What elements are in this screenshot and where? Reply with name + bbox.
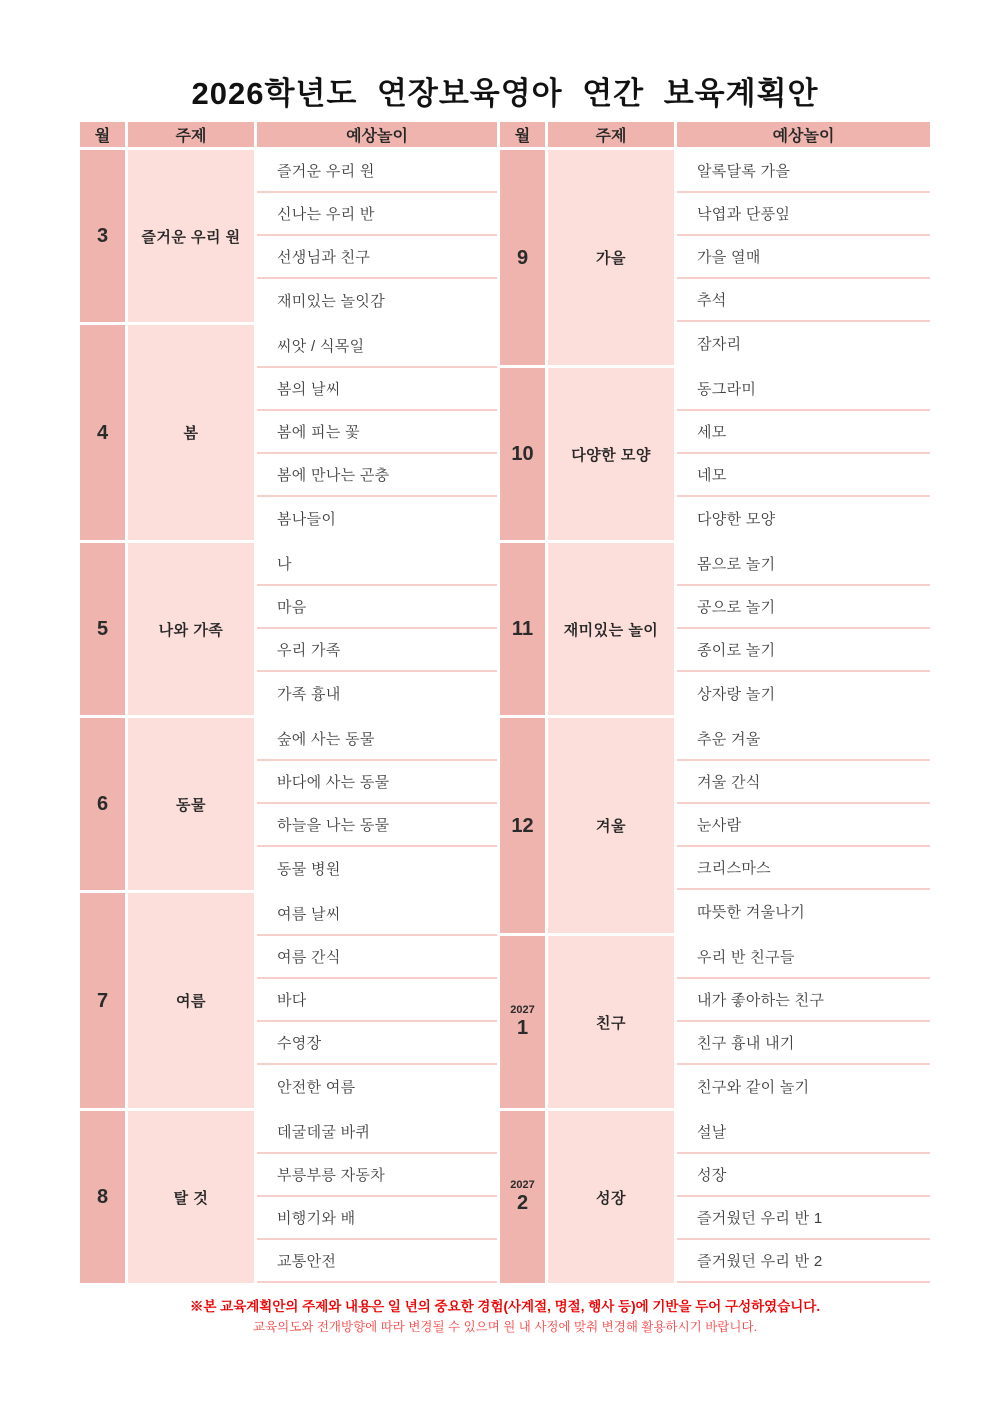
month-group [80,718,497,890]
play-item: 다양한 모양 [697,511,776,528]
play-item: 비행기와 배 [257,1197,497,1240]
play-item: 눈사람 [677,804,930,847]
footer-notes [80,1296,930,1337]
play-item: 동그라미 [677,368,930,411]
play-item: 세모 [677,411,930,454]
play-item: 바다에 사는 동물 [257,761,497,804]
right-month-groups [500,150,930,1283]
month-number: 4 [96,421,109,444]
play-item: 숲에 사는 동물 [257,718,497,761]
left-month-groups [80,150,497,1283]
plays-list [677,368,930,540]
plays-list [257,325,497,540]
month-cell [80,150,125,322]
theme-cell: 다양한 모양 [548,368,674,540]
header-plays: 예상놀이 [677,122,930,147]
table-left-half [80,122,497,1283]
month-number: 8 [96,1186,109,1208]
play-item: 겨울 간식 [677,761,930,804]
month-group [500,150,930,365]
play-item: 즐거운 우리 원 [257,150,497,193]
page-title: 2026학년도 연장보육영아 연간 보육계획안 [191,76,819,111]
play-item: 잠자리 [697,336,742,353]
month-number: 2 [516,1192,529,1214]
play-item: 우리 가족 [257,629,497,672]
annual-plan-table [80,122,930,1283]
play-item: 안전한 여름 [277,1079,356,1096]
play-item: 봄에 피는 꽃 [257,411,497,454]
play-item: 선생님과 친구 [257,236,497,279]
play-item: 신나는 우리 반 [257,193,497,236]
note-line-1: ※본 교육계획안의 주제와 내용은 일 년의 중요한 경험(사계절, 명절, 행사 등)에 기반을 두어 구성하였습니다. [189,1299,821,1314]
play-item: 마음 [257,586,497,629]
month-cell [500,543,545,715]
play-item: 동물 병원 [277,861,341,878]
plays-list [677,150,930,365]
month-number: 12 [511,814,534,837]
theme-cell: 탈 것 [128,1111,254,1283]
year-label: 2027 [510,1004,535,1016]
month-number: 3 [96,225,109,247]
month-cell [500,718,545,933]
play-item: 수영장 [257,1022,497,1065]
month-number: 9 [516,246,529,269]
theme-cell: 봄 [128,325,254,540]
play-item: 설날 [677,1111,930,1154]
plays-list [677,543,930,715]
play-item: 가을 열매 [677,236,930,279]
play-item: 씨앗 / 식목일 [257,325,497,368]
note-line-2: 교육의도와 전개방향에 따라 변경될 수 있으며 원 내 사정에 맞춰 변경해 활용하시기 바랍니다. [253,1320,757,1334]
play-item: 종이로 놀기 [677,629,930,672]
plays-list [257,1111,497,1283]
month-group [80,543,497,715]
play-item: 성장 [677,1154,930,1197]
play-item: 알록달록 가을 [677,150,930,193]
play-item: 나 [257,543,497,586]
theme-cell: 친구 [548,936,674,1108]
play-item: 부릉부릉 자동차 [257,1154,497,1197]
theme-cell: 동물 [128,718,254,890]
play-item: 추석 [677,279,930,322]
table-right-half [500,122,930,1283]
play-item: 우리 반 친구들 [677,936,930,979]
month-cell [500,1111,545,1283]
plays-list [677,718,930,933]
month-number: 5 [96,618,109,640]
month-cell [80,718,125,890]
play-item: 데굴데굴 바퀴 [257,1111,497,1154]
month-group [500,936,930,1108]
play-item: 추운 겨울 [677,718,930,761]
plays-list [677,1111,930,1283]
plays-list [677,936,930,1108]
month-group [80,893,497,1108]
month-cell [500,150,545,365]
play-item: 재미있는 놀잇감 [277,293,385,310]
play-item: 봄나들이 [277,511,337,528]
plays-list [257,543,497,715]
theme-cell: 여름 [128,893,254,1108]
month-group [80,150,497,322]
month-number: 7 [96,989,109,1012]
month-cell [80,893,125,1108]
theme-cell: 즐거운 우리 원 [128,150,254,322]
month-group [80,1111,497,1283]
play-item: 상자랑 놀기 [697,686,776,703]
play-item: 봄에 만나는 곤충 [257,454,497,497]
month-cell [500,936,545,1108]
plays-list [257,718,497,890]
play-item: 낙엽과 단풍잎 [677,193,930,236]
play-item: 내가 좋아하는 친구 [677,979,930,1022]
plays-list [257,893,497,1108]
month-cell [80,543,125,715]
header-month: 월 [80,122,125,147]
play-item: 따뜻한 겨울나기 [697,904,805,921]
month-cell [500,368,545,540]
month-group [500,543,930,715]
play-item: 즐거웠던 우리 반 2 [677,1240,930,1283]
month-group [500,718,930,933]
play-item: 크리스마스 [677,847,930,890]
month-number: 6 [96,793,109,815]
play-item: 여름 날씨 [257,893,497,936]
theme-cell: 재미있는 놀이 [548,543,674,715]
month-number: 1 [516,1017,529,1039]
play-item: 바다 [257,979,497,1022]
theme-cell: 가을 [548,150,674,365]
plays-list [257,150,497,322]
year-label: 2027 [510,1179,535,1191]
play-item: 공으로 놀기 [677,586,930,629]
theme-cell: 겨울 [548,718,674,933]
month-number: 11 [511,618,534,640]
play-item: 하늘을 나는 동물 [257,804,497,847]
play-item: 여름 간식 [257,936,497,979]
header-theme: 주제 [548,122,674,147]
play-item: 가족 흉내 [277,686,341,703]
right-header-row [500,122,930,147]
month-cell [80,325,125,540]
play-item: 몸으로 놀기 [677,543,930,586]
month-number: 10 [511,443,534,465]
play-item: 교통안전 [257,1240,497,1283]
play-item: 친구 흉내 내기 [677,1022,930,1065]
play-item: 봄의 날씨 [257,368,497,411]
left-header-row [80,122,497,147]
month-group [500,368,930,540]
month-cell [80,1111,125,1283]
header-month: 월 [500,122,545,147]
theme-cell: 성장 [548,1111,674,1283]
play-item: 네모 [677,454,930,497]
play-item: 친구와 같이 놀기 [697,1079,810,1096]
play-item: 즐거웠던 우리 반 1 [677,1197,930,1240]
month-group [80,325,497,540]
header-plays: 예상놀이 [257,122,497,147]
theme-cell: 나와 가족 [128,543,254,715]
header-theme: 주제 [128,122,254,147]
month-group [500,1111,930,1283]
